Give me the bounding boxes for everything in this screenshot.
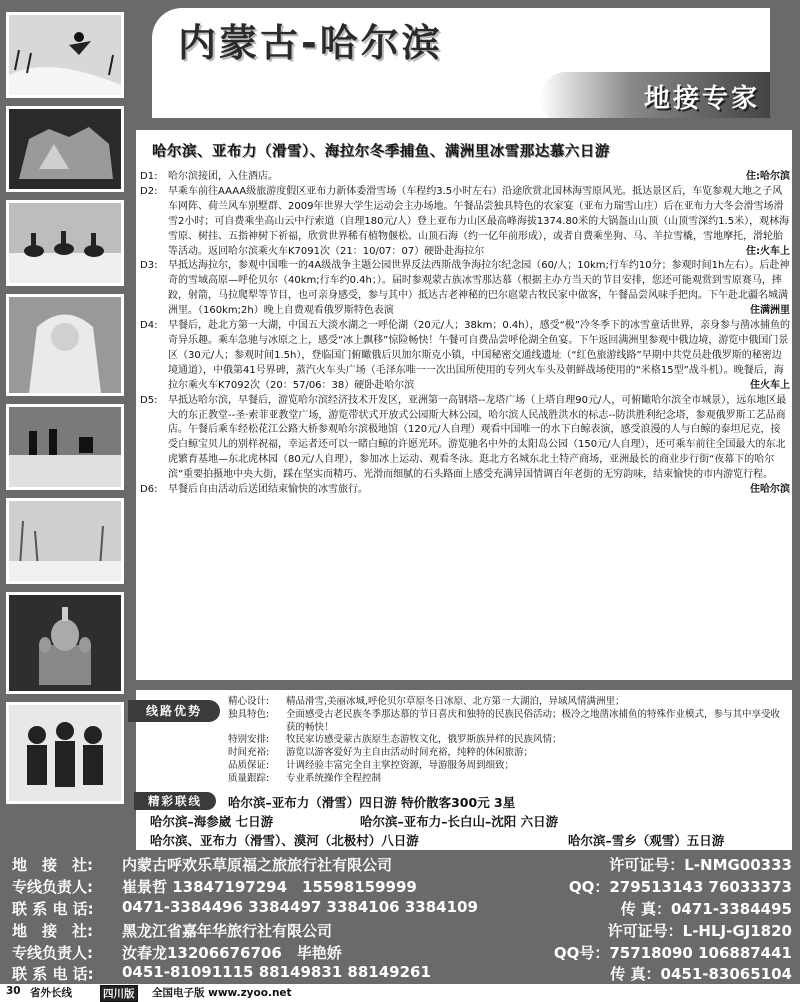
advantage-key: 质量跟踪: [228,772,270,784]
day-label: D1: [140,171,158,182]
advantage-item [228,709,788,735]
tour-title: 哈尔滨、亚布力（滑雪）、海拉尔冬季捕鱼、满洲里冰雪那达慕六日游 [152,144,610,160]
page-footer [0,984,800,1000]
advantage-item [228,734,788,747]
featured-lines-tag: 精彩联线 [134,792,216,810]
featured-lines-panel [136,790,792,850]
contact-key: 联 系 电 话: [12,900,94,918]
photo-ice-sculpture [6,106,124,192]
contact-row [12,876,792,898]
day-stay: 住火车上 [750,379,790,391]
contact-right: QQ：279513143 76033373 [568,878,792,896]
contact-row [12,942,792,964]
contact-value: 黑龙江省嘉年华旅行社有限公司 [122,922,333,940]
advantage-value: 计调经验丰富完全自主掌控资源，导游服务周到细致； [286,759,515,771]
advantage-value: 全面感受古老民族冬季那达慕的节日喜庆和独特的民族民俗活动；极冷之地凿冰捕鱼的特殊作业模式，参与其中享受收获的畅快！ [286,708,781,733]
advantages-list [228,696,788,786]
photo-sophia-cathedral [6,592,124,694]
day-text: 早餐后，赴北方第一大湖，中国五大淡水湖之一呼伦湖（20元/人；38km；0.4h），感受“极”冷冬季下的冰雪童话世界，亲身参与凿冰捕鱼的奇异乐趣。乘车急驰与冰原之上，感受“冰上飘移”惊险畅快！午餐可自费品尝呼伦湖全鱼宴。下午返回满洲里参观中俄边境，游览中俄国门景区（30元/人；参观时间1.5h），登临国门俯瞰俄后贝加尔斯克小镇，中国秘密交通线遗址（“红色旅游线路”早期中共党员赴俄罗斯的秘密边境通道），中俄第41号界碑，蒸汽火车头广场（毛泽东唯一一次出国所使用的专列火车头及朝鲜战场使用的“米格15型”战斗机）。晚餐后，海拉尔乘火车K7092次（20：57/06：38）硬卧赴哈尔滨 [168,320,790,391]
photo-snow-statue [6,294,124,396]
contact-key: 地 接 社: [12,856,93,874]
line-item: 哈尔滨–亚布力–长白山–沈阳 六日游 [360,814,559,829]
advantage-key: 品质保证: [228,759,270,771]
photo-horse-riders [6,200,124,286]
site-link[interactable]: 全国电子版 www.zyoo.net [152,987,292,999]
advantage-item [228,696,788,709]
day-text: 早乘车前往AAAA级旅游度假区亚布力新体委滑雪场（车程约3.5小时左右）沿途欣赏北国林海雪原风光。抵达景区后，车览参观大地之子风车网阵、荷兰风车别墅群、2009年世界大学生运动会主办场地。午餐品尝独具特色的农家宴（亚布力瑞雪山庄）后在亚布力大冬会滑雪场滑雪2小时；可自费乘坐高山云中行索道（自理180元/人）登上亚布力山区最高峰海拔1374.80米的大锅盔山山顶（山顶雪深约1.5米），观林海雪原、树挂、五指神树下祈福，欣赏世界稀有植物偃松、山顶石海（约一亿年前形成），或者自费乘坐狗、马、羊拉雪橇，雪地摩托，滑轮胎等活动。返回哈尔滨乘火车K7091次（21：10/07：07）硬卧赴海拉尔 [168,185,790,257]
contact-row [12,854,792,876]
day-text: 哈尔滨接团，入住酒店。 [168,171,278,182]
day-text: 早餐后自由活动后送团结束愉快的冰雪旅行。 [168,484,368,496]
contact-right: 许可证号：L-NMG00333 [609,856,792,874]
day-label: D5: [140,394,158,406]
contact-right: 传 真：0471-3384495 [620,900,792,918]
contact-key: 联 系 电 话: [12,965,94,983]
day-label: D6: [140,484,158,496]
day-stay: 住哈尔滨 [750,484,790,496]
advantage-key: 时间充裕: [228,747,270,759]
advantage-value: 精品滑雪,美丽冰城,呼伦贝尔草原冬日冰原、北方第一大湖泊，异域风情满洲里； [286,696,625,707]
page-title: 内蒙古-哈尔滨 [178,21,443,65]
advantage-item [228,747,788,760]
photo-tourists [6,702,124,804]
day-stay: 住:火车上 [746,245,790,257]
day-item [140,170,790,185]
contact-key: 专线负责人: [12,944,93,962]
advantages-tag: 线路优势 [128,700,220,722]
contact-value: 汝春龙13206676706 毕艳娇 [122,944,342,962]
contact-key: 地 接 社: [12,922,93,940]
photo-column [6,12,126,812]
contact-value: 0471-3384496 3384497 3384106 3384109 [122,898,478,916]
page-number: 30 [6,985,21,997]
photo-ice-mist [6,498,124,584]
contact-right: 传 真：0451-83065104 [610,965,792,983]
day-item [140,319,790,394]
day-item [140,483,790,498]
advantage-value: 牧民家访感受蒙古族原生态游牧文化，俄罗斯族异样的民族风情； [286,734,562,746]
photo-ski-jump [6,12,124,98]
day-label: D4: [140,320,158,332]
contact-right: QQ号：75718090 106887441 [553,944,792,962]
contact-right: 许可证号：L-HLJ-GJ1820 [607,922,792,940]
contact-value: 0451-81091115 88149831 88149261 [122,963,431,981]
contact-key: 专线负责人: [12,878,93,896]
section-label: 省外长线 [30,987,72,999]
advantage-key: 独具特色: [228,708,270,720]
line-item: 哈尔滨–雪乡（观雪）五日游 [568,833,725,848]
line-item: 哈尔滨、亚布力（滑雪）、漠河（北极村）八日游 [150,833,419,848]
contact-row [12,898,792,920]
day-label: D3: [140,260,158,272]
page-subtitle: 地接专家 [643,84,760,114]
advantage-key: 精心设计: [228,696,270,707]
advantage-value: 专业系统操作全程控制 [286,772,382,784]
day-text: 早抵达哈尔滨，早餐后，游览哈尔滨经济技术开发区，亚洲第一高钢塔--龙塔广场（上塔自理90元/人，可俯瞰哈尔滨全市城景），远东地区最大的东正教堂--圣·索菲亚教堂广场，游览带状式开放式公园斯大林公园，哈尔滨人民战胜洪水的标志--防洪胜利纪念塔，参观俄罗斯工艺品商店。午餐后乘车经松花江公路大桥参观哈尔滨极地馆（120元/人自理）观看中国唯一的水下白鲸表演，感受浪漫的人与白鲸的泰坦尼克，接受白鲸宝贝儿的别样祝福，幸运者还可以一睹白鲸的许愿光环。游览驰名中外的太阳岛公园（150元/人自理），还可乘车前往全国最大的东北虎繁育基地—东北虎林园（80元/人自理），参加冰上运动、观看冬泳。逛北方名城东北土特产商场，亚洲最长的商业步行街“夜幕下的哈尔滨”重要拍摄地中央大街，踩在坚实而精巧、光滑而细腻的石头路面上感受充满异国情调百年老街的无穷韵味，结束愉快的市内游览行程。 [168,394,787,481]
day-stay: 住:哈尔滨 [746,171,790,182]
advantage-value: 游览以游客爱好为主自由活动时间充裕，纯粹的休闲旅游； [286,747,534,759]
edition-badge: 四川版 [100,985,138,1002]
photo-fishing [6,404,124,490]
day-item [140,259,790,319]
advantage-key: 特别安排: [228,734,270,746]
day-item [140,185,790,260]
contact-row [12,963,792,985]
advantage-item [228,760,788,773]
advantage-item [228,773,788,786]
contact-row [12,920,792,942]
line-item: 哈尔滨–海参崴 七日游 [150,814,274,829]
advantages-panel [136,690,792,790]
contact-value: 内蒙古呼欢乐草原福之旅旅行社有限公司 [122,856,393,874]
line-item: 哈尔滨–亚布力（滑雪）四日游 特价散客300元 3星 [228,795,516,810]
day-text: 早抵达海拉尔，参观中国唯一的4A级战争主题公园世界反法西斯战争海拉尔纪念园（60/人；10km;行车约10分；参观时间1h左右）。后赴神奇的雪域高原—呼伦贝尔（40km;行车约0.4h；）。届时参观蒙古族冰雪那达慕（根据主办方当天的节目安排，您还可能观赏到雪原赛马，摔跤，射箭，马拉爬犁等节目，也可亲身感受，参与其中）抵达古老神秘的巴尔扈蒙古牧民家中做客，午餐品尝风味手把肉。下午赴北疆名城满洲里。（160km;2h）晚上自费观看俄罗斯特色表演 [168,260,790,317]
contact-value: 崔景哲 13847197294 15598159999 [122,878,417,896]
contacts-panel [0,852,800,984]
day-label: D2: [140,185,158,197]
itinerary-days [140,170,790,498]
day-stay: 住满洲里 [750,305,790,317]
